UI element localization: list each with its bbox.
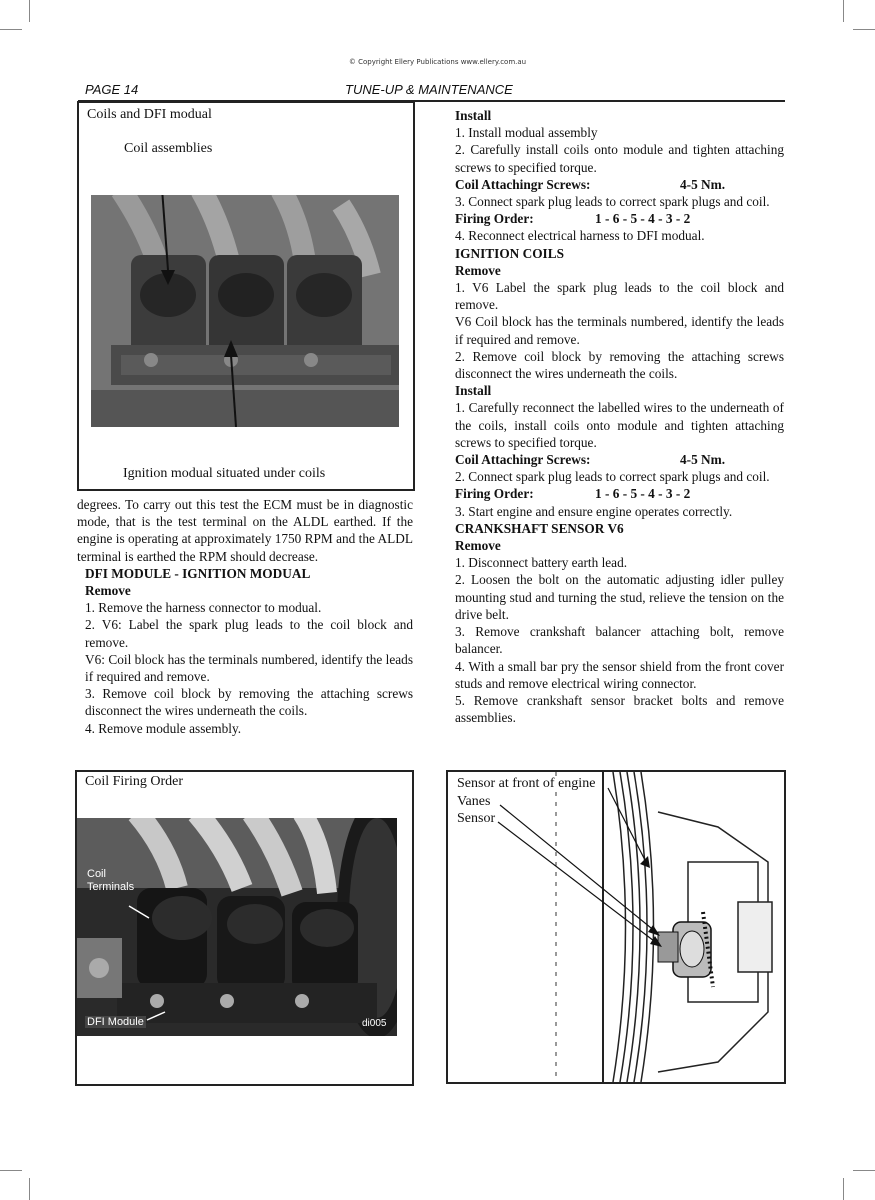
step: 1. Carefully reconnect the labelled wires to the underneath of the coils, install coils onto module and tighten attaching screws to specified torque.: [455, 400, 784, 450]
crop-mark: [0, 29, 22, 30]
photo-label-coil: Coil: [87, 868, 106, 880]
firing-order-row: [447, 210, 784, 227]
spec-row: [447, 451, 784, 468]
step: 3. Start engine and ensure engine operates correctly.: [455, 503, 733, 519]
spec-value: 4-5 Nm.: [680, 176, 726, 192]
step: 4. Reconnect electrical harness to DFI modual.: [455, 228, 705, 244]
step: 3. Remove coil block by removing the attaching screws disconnect the wires underneath the coils.: [85, 686, 413, 719]
crop-mark: [853, 29, 875, 30]
figure-crank-sensor: [446, 770, 786, 1084]
left-text-column: [77, 496, 413, 737]
photo-label-dfi-module: DFI Module: [87, 1016, 144, 1028]
step: 2. V6: Label the spark plug leads to the coil block and remove.: [85, 617, 413, 650]
step: 1. Disconnect battery earth lead.: [455, 555, 628, 571]
photo-label-terminals: Terminals: [87, 881, 135, 893]
engine-photo-coils: [91, 195, 399, 427]
figure-label-sensor: Sensor: [457, 811, 496, 826]
firing-order-value: 1 - 6 - 5 - 4 - 3 - 2: [595, 486, 691, 502]
coil-firing-photo: [77, 818, 397, 1036]
subheading: Remove: [455, 262, 501, 278]
copyright-notice: © Copyright Ellery Publications www.ellery.com.au: [348, 58, 527, 66]
firing-order-label: Firing Order:: [455, 486, 534, 502]
figure-coils-dfi: [77, 101, 415, 491]
figure-caption: Coils and DFI modual: [87, 107, 212, 122]
spec-value: 4-5 Nm.: [680, 452, 726, 468]
right-text-column: [447, 107, 784, 726]
figure-caption: Coil Firing Order: [85, 774, 183, 789]
section-heading: CRANKSHAFT SENSOR V6: [455, 520, 624, 536]
firing-order-label: Firing Order:: [455, 211, 534, 227]
step: 1. Remove the harness connector to modual.: [85, 600, 322, 616]
crop-mark: [853, 1170, 875, 1171]
figure-label-vanes: Vanes: [457, 794, 491, 809]
step: 2. Carefully install coils onto module and tighten attaching screws to specified torque.: [455, 142, 784, 175]
step: 4. Remove module assembly.: [85, 720, 242, 736]
spec-label: Coil Attachingr Screws:: [455, 452, 591, 468]
firing-order-value: 1 - 6 - 5 - 4 - 3 - 2: [595, 211, 691, 227]
spec-row: [447, 176, 784, 193]
spec-label: Coil Attachingr Screws:: [455, 176, 591, 192]
photo-code: di005: [362, 1018, 387, 1029]
firing-order-row: [447, 485, 784, 502]
subheading: Install: [455, 383, 492, 399]
crop-mark: [0, 1170, 22, 1171]
figure-label-sensor-front: Sensor at front of engine: [457, 776, 596, 791]
crank-sensor-diagram: [448, 772, 784, 1082]
subheading: Install: [455, 108, 492, 123]
paragraph: degrees. To carry out this test the ECM must be in diagnostic mode, that is the test terminal on the ALDL earthed. If the engine is operating at approximately 1750 RPM and the ALDL terminal is earthed the RPM should decrease.: [77, 497, 413, 564]
crop-mark: [843, 1178, 844, 1200]
step: V6: Coil block has the terminals numbered, identify the leads if required and remove.: [85, 651, 413, 685]
subheading: Remove: [85, 583, 131, 599]
step: 3. Remove crankshaft balancer attaching bolt, remove balancer.: [455, 624, 784, 657]
section-title: TUNE-UP & MAINTENANCE: [345, 82, 513, 97]
step: 2. Remove coil block by removing the attaching screws disconnect the wires underneath the coils.: [455, 348, 784, 382]
step: 2. Connect spark plug leads to correct spark plugs and coil.: [455, 469, 770, 485]
step: 2. Loosen the bolt on the automatic adjusting idler pulley mounting stud and turning the stud, relieve the tension on the drive belt.: [455, 572, 784, 622]
step: 1. V6 Label the spark plug leads to the coil block and remove.: [455, 280, 784, 313]
crop-mark: [843, 0, 844, 22]
crop-mark: [29, 1178, 30, 1200]
subheading: Remove: [455, 538, 501, 554]
section-heading: IGNITION COILS: [455, 245, 564, 261]
page-number: PAGE 14: [85, 82, 139, 97]
section-heading: DFI MODULE - IGNITION MODUAL: [85, 565, 311, 581]
step: V6 Coil block has the terminals numbered, identify the leads if required and remove.: [455, 314, 784, 347]
crop-mark: [29, 0, 30, 22]
figure-label-ignition-modual: Ignition modual situated under coils: [123, 466, 326, 481]
step: 4. With a small bar pry the sensor shield from the front cover studs and remove electrical wiring connector.: [455, 658, 784, 691]
step: 3. Connect spark plug leads to correct spark plugs and coil.: [455, 194, 770, 210]
step: 1. Install modual assembly: [455, 125, 598, 141]
figure-label-coil-assemblies: Coil assemblies: [124, 141, 213, 156]
step: 5. Remove crankshaft sensor bracket bolts and remove assemblies.: [455, 692, 784, 726]
figure-coil-firing-order: [75, 770, 414, 1086]
